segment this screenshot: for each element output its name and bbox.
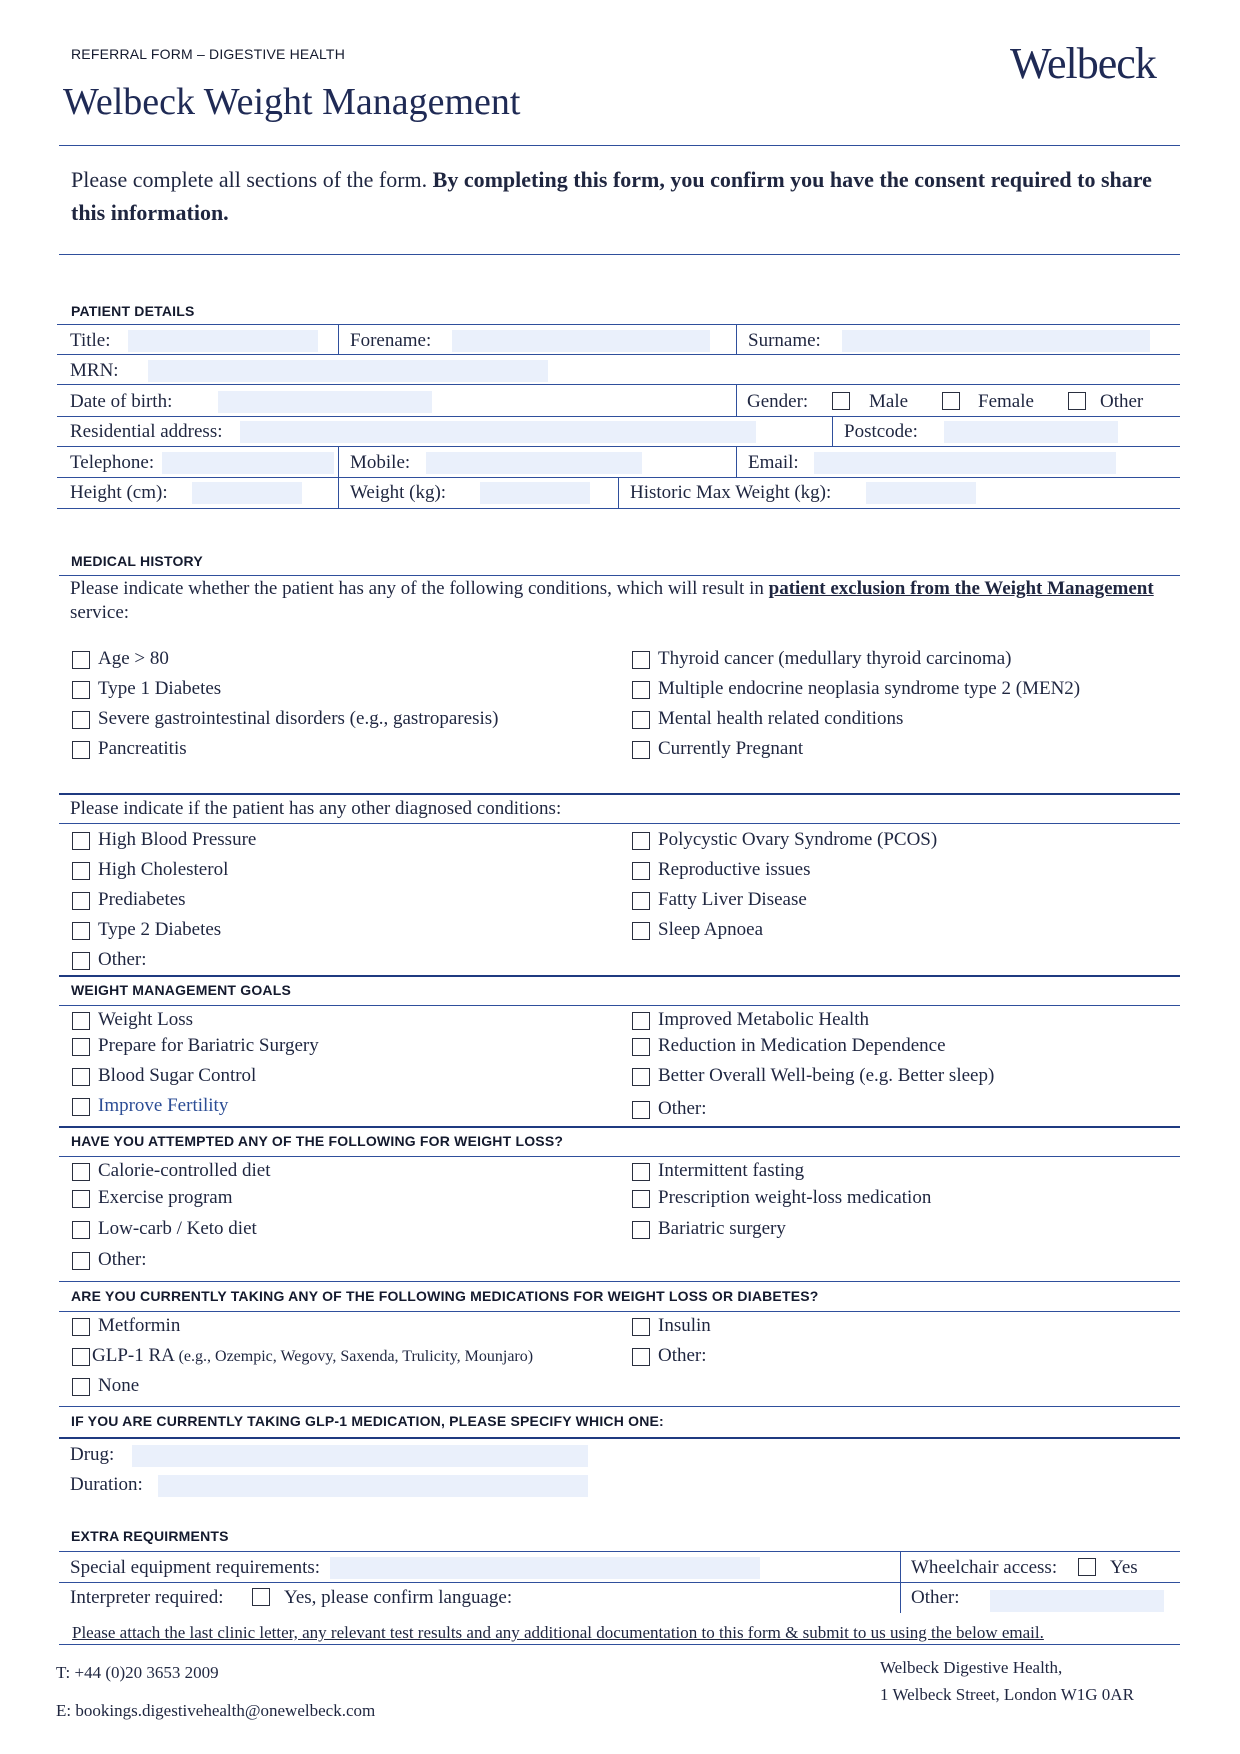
exclusion-checkbox[interactable]	[72, 741, 90, 759]
intro-plain: Please complete all sections of the form.	[71, 167, 433, 192]
exclusion-label: Currently Pregnant	[658, 738, 804, 759]
title-field[interactable]	[128, 330, 318, 352]
goal-label: Improve Fertility	[98, 1095, 229, 1116]
address-field[interactable]	[240, 421, 756, 443]
drug-field[interactable]	[132, 1445, 588, 1467]
footer-phone: T: +44 (0)20 3653 2009	[56, 1663, 219, 1682]
condition-checkbox[interactable]	[72, 892, 90, 910]
attempt-label: Intermittent fasting	[658, 1160, 805, 1181]
exclusion-checkbox[interactable]	[632, 651, 650, 669]
attempt-label: Calorie-controlled diet	[98, 1160, 271, 1181]
exclusion-label: Thyroid cancer (medullary thyroid carcinoma)	[658, 648, 1012, 669]
forename-field[interactable]	[452, 330, 710, 352]
goal-checkbox[interactable]	[632, 1012, 650, 1030]
section-heading-attempts: HAVE YOU ATTEMPTED ANY OF THE FOLLOWING FOR WEIGHT LOSS?	[71, 1133, 564, 1149]
attempt-checkbox[interactable]	[632, 1190, 650, 1208]
attempt-checkbox[interactable]	[72, 1163, 90, 1181]
condition-label: Fatty Liver Disease	[658, 889, 807, 910]
condition-label: Prediabetes	[98, 889, 186, 910]
insulin-checkbox[interactable]	[632, 1318, 650, 1336]
footer-email: E: bookings.digestivehealth@onewelbeck.com	[56, 1701, 376, 1720]
gender-male-label: Male	[869, 391, 909, 412]
goal-label: Improved Metabolic Health	[658, 1009, 870, 1030]
condition-checkbox[interactable]	[72, 832, 90, 850]
metformin-checkbox[interactable]	[72, 1318, 90, 1336]
goal-checkbox[interactable]	[632, 1038, 650, 1056]
dob-field[interactable]	[218, 391, 432, 413]
intro-text	[71, 163, 1161, 229]
goal-other-checkbox[interactable]	[632, 1101, 650, 1119]
mrn-field[interactable]	[148, 360, 548, 382]
mobile-field[interactable]	[426, 452, 642, 474]
gender-other-checkbox[interactable]	[1068, 392, 1086, 410]
equipment-label: Special equipment requirements:	[70, 1557, 321, 1578]
section-heading-patient-details: PATIENT DETAILS	[71, 303, 195, 319]
medical-intro-end: service:	[70, 602, 130, 623]
surname-label: Surname:	[748, 330, 821, 351]
exclusion-checkbox[interactable]	[632, 681, 650, 699]
interpreter-yes-checkbox[interactable]	[252, 1588, 270, 1606]
page-title: Welbeck Weight Management	[63, 81, 521, 123]
drug-label: Drug:	[70, 1444, 115, 1465]
exclusion-label: Age > 80	[98, 648, 169, 669]
medical-intro-exclusion: patient exclusion from the Weight Management	[768, 578, 1154, 599]
wheelchair-yes-checkbox[interactable]	[1078, 1558, 1096, 1576]
glp1-checkbox[interactable]	[72, 1348, 90, 1366]
condition-label: Sleep Apnoea	[658, 919, 764, 940]
exclusion-checkbox[interactable]	[72, 681, 90, 699]
attempt-other-label: Other:	[98, 1249, 147, 1270]
condition-other-checkbox[interactable]	[72, 952, 90, 970]
postcode-field[interactable]	[944, 421, 1118, 443]
postcode-label: Postcode:	[844, 421, 918, 442]
gender-other-label: Other	[1100, 391, 1144, 412]
attempt-label: Prescription weight-loss medication	[658, 1187, 932, 1208]
max-weight-field[interactable]	[866, 482, 976, 504]
attempt-label: Low-carb / Keto diet	[98, 1218, 257, 1239]
forename-label: Forename:	[350, 330, 432, 351]
form-type-label: REFERRAL FORM – DIGESTIVE HEALTH	[71, 46, 345, 62]
welbeck-logo: Welbeck	[1010, 39, 1156, 88]
none-checkbox[interactable]	[72, 1378, 90, 1396]
condition-label: Reproductive issues	[658, 859, 811, 880]
other-conditions-prompt: Please indicate if the patient has any other diagnosed conditions:	[70, 798, 562, 819]
section-heading-goals: WEIGHT MANAGEMENT GOALS	[71, 982, 292, 998]
surname-field[interactable]	[842, 330, 1150, 352]
metformin-label: Metformin	[98, 1315, 181, 1336]
footer-address-line1: Welbeck Digestive Health,	[880, 1658, 1063, 1677]
condition-label: High Blood Pressure	[98, 829, 257, 850]
address-label: Residential address:	[70, 421, 223, 442]
medical-intro	[70, 577, 1160, 625]
glp1-name: GLP-1 RA	[92, 1345, 174, 1366]
condition-checkbox[interactable]	[632, 922, 650, 940]
section-heading-medications: ARE YOU CURRENTLY TAKING ANY OF THE FOLLOWING MEDICATIONS FOR WEIGHT LOSS OR DIABETES?	[71, 1288, 819, 1304]
attempt-checkbox[interactable]	[632, 1163, 650, 1181]
weight-label: Weight (kg):	[350, 482, 447, 503]
exclusion-label: Mental health related conditions	[658, 708, 904, 729]
goal-label: Blood Sugar Control	[98, 1065, 257, 1086]
goal-checkbox[interactable]	[72, 1038, 90, 1056]
mrn-label: MRN:	[70, 360, 119, 381]
condition-label: High Cholesterol	[98, 859, 229, 880]
wheelchair-label: Wheelchair access:	[911, 1557, 1058, 1578]
gender-female-checkbox[interactable]	[942, 392, 960, 410]
condition-checkbox[interactable]	[72, 862, 90, 880]
section-heading-glp1: IF YOU ARE CURRENTLY TAKING GLP-1 MEDICATION, PLEASE SPECIFY WHICH ONE:	[71, 1413, 664, 1429]
none-label: None	[98, 1375, 140, 1396]
condition-label: Type 2 Diabetes	[98, 919, 222, 940]
email-field[interactable]	[814, 452, 1116, 474]
condition-checkbox[interactable]	[72, 922, 90, 940]
max-weight-label: Historic Max Weight (kg):	[630, 482, 832, 503]
weight-field[interactable]	[480, 482, 590, 504]
attach-note: Please attach the last clinic letter, any relevant test results and any additional documentation to this form & submit to us using the below email.	[72, 1623, 1044, 1642]
telephone-label: Telephone:	[70, 452, 155, 473]
exclusion-label: Pancreatitis	[98, 738, 187, 759]
gender-female-label: Female	[978, 391, 1034, 412]
telephone-field[interactable]	[162, 452, 334, 474]
goal-label: Weight Loss	[98, 1009, 194, 1030]
goal-other-label: Other:	[658, 1098, 707, 1119]
duration-field[interactable]	[158, 1475, 588, 1497]
wheelchair-yes-label: Yes	[1110, 1557, 1138, 1578]
gender-male-checkbox[interactable]	[832, 392, 850, 410]
attempt-checkbox[interactable]	[72, 1221, 90, 1239]
footer-address-line2: 1 Welbeck Street, London W1G 0AR	[880, 1685, 1134, 1704]
condition-label: Polycystic Ovary Syndrome (PCOS)	[658, 829, 938, 850]
exclusion-checkbox[interactable]	[72, 651, 90, 669]
section-heading-extra: EXTRA REQUIRMENTS	[71, 1528, 229, 1544]
medication-other-label: Other:	[658, 1345, 707, 1366]
goal-label: Better Overall Well-being (e.g. Better sleep)	[658, 1065, 995, 1086]
attempt-checkbox[interactable]	[72, 1190, 90, 1208]
goal-label: Prepare for Bariatric Surgery	[98, 1035, 319, 1056]
condition-checkbox[interactable]	[632, 892, 650, 910]
height-label: Height (cm):	[70, 482, 168, 503]
attempt-other-checkbox[interactable]	[72, 1252, 90, 1270]
title-label: Title:	[70, 330, 111, 351]
attempt-checkbox[interactable]	[632, 1221, 650, 1239]
exclusion-label: Multiple endocrine neoplasia syndrome type 2 (MEN2)	[658, 678, 1081, 699]
condition-checkbox[interactable]	[632, 832, 650, 850]
attempt-label: Bariatric surgery	[658, 1218, 786, 1239]
section-heading-medical-history: MEDICAL HISTORY	[71, 553, 203, 569]
glp1-examples: (e.g., Ozempic, Wegovy, Saxenda, Trulicity, Mounjaro)	[178, 1348, 534, 1365]
equipment-field[interactable]	[330, 1557, 760, 1579]
intro-consent: By completing this form, you confirm you have the consent required to share this information.	[71, 167, 1152, 225]
condition-other-label: Other:	[98, 949, 147, 970]
attempt-label: Exercise program	[98, 1187, 233, 1208]
dob-label: Date of birth:	[70, 391, 173, 412]
exclusion-checkbox[interactable]	[632, 741, 650, 759]
gender-label: Gender:	[747, 391, 809, 412]
goal-checkbox[interactable]	[72, 1012, 90, 1030]
condition-checkbox[interactable]	[632, 862, 650, 880]
duration-label: Duration:	[70, 1474, 143, 1495]
exclusion-checkbox[interactable]	[72, 711, 90, 729]
medical-intro-plain: Please indicate whether the patient has any of the following conditions, which will result in	[70, 578, 769, 599]
interpreter-yes-label: Yes, please confirm language:	[284, 1587, 513, 1608]
exclusion-label: Severe gastrointestinal disorders (e.g., gastroparesis)	[98, 708, 499, 729]
extra-other-field[interactable]	[990, 1590, 1164, 1612]
exclusion-label: Type 1 Diabetes	[98, 678, 222, 699]
insulin-label: Insulin	[658, 1315, 711, 1336]
exclusion-checkbox[interactable]	[632, 711, 650, 729]
goal-checkbox[interactable]	[72, 1098, 90, 1116]
email-label: Email:	[748, 452, 799, 473]
height-field[interactable]	[192, 482, 302, 504]
medication-other-checkbox[interactable]	[632, 1348, 650, 1366]
interpreter-label: Interpreter required:	[70, 1587, 224, 1608]
extra-other-label: Other:	[911, 1587, 960, 1608]
goal-label: Reduction in Medication Dependence	[658, 1035, 946, 1056]
glp1-label	[92, 1345, 533, 1368]
goal-checkbox[interactable]	[632, 1068, 650, 1086]
mobile-label: Mobile:	[350, 452, 411, 473]
goal-checkbox[interactable]	[72, 1068, 90, 1086]
